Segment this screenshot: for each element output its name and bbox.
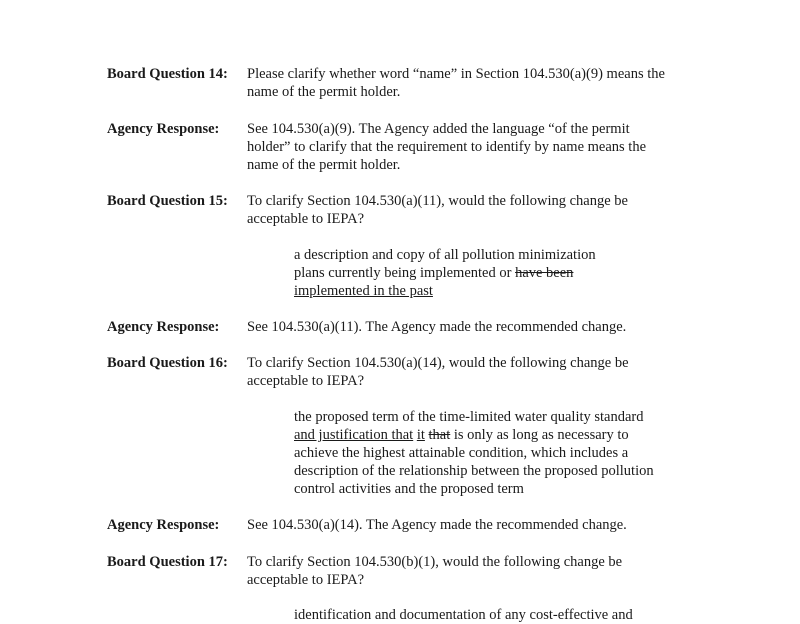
question-text: To clarify Section 104.530(a)(14), would the following change be acceptable to IEPA? — [247, 355, 629, 389]
inserted-text: it — [416, 427, 425, 443]
question-label: Board Question 15: — [107, 193, 228, 209]
inserted-text: implemented in the past — [294, 283, 433, 299]
response-label: Agency Response: — [107, 319, 220, 335]
proposed-change-quote-16: the proposed term of the time-limited water quality standard and justification that it that is only as long as necessary to achieve the highest attainable condition, which includes a description of the relationship between the proposed pollution control activities and the proposed term — [294, 409, 654, 497]
question-text: To clarify Section 104.530(a)(11), would the following change be acceptable to IEPA? — [247, 193, 628, 227]
response-label: Agency Response: — [107, 121, 220, 137]
deleted-text: that — [428, 427, 451, 443]
question-label: Board Question 17: — [107, 554, 228, 570]
deleted-text: have been — [515, 265, 574, 281]
response-text: See 104.530(a)(14). The Agency made the recommended change. — [247, 517, 627, 533]
response-label: Agency Response: — [107, 517, 220, 533]
question-label: Board Question 16: — [107, 355, 228, 371]
response-text: See 104.530(a)(11). The Agency made the recommended change. — [247, 319, 627, 335]
response-text: See 104.530(a)(9). The Agency added the language “of the permit holder” to clarify that the requirement to identify by name means the name of the permit holder. — [247, 121, 647, 173]
proposed-change-quote-17-partial: identification and documentation of any cost-effective and — [294, 607, 633, 623]
question-label: Board Question 14: — [107, 66, 228, 82]
question-text: Please clarify whether word “name” in Section 104.530(a)(9) means the name of the permit holder. — [247, 66, 665, 100]
inserted-text: and justification that — [294, 427, 414, 443]
question-text: To clarify Section 104.530(b)(1), would the following change be acceptable to IEPA? — [247, 554, 623, 588]
proposed-change-quote-15: a description and copy of all pollution minimization plans currently being implemented or have been implemented in the past — [294, 246, 694, 300]
